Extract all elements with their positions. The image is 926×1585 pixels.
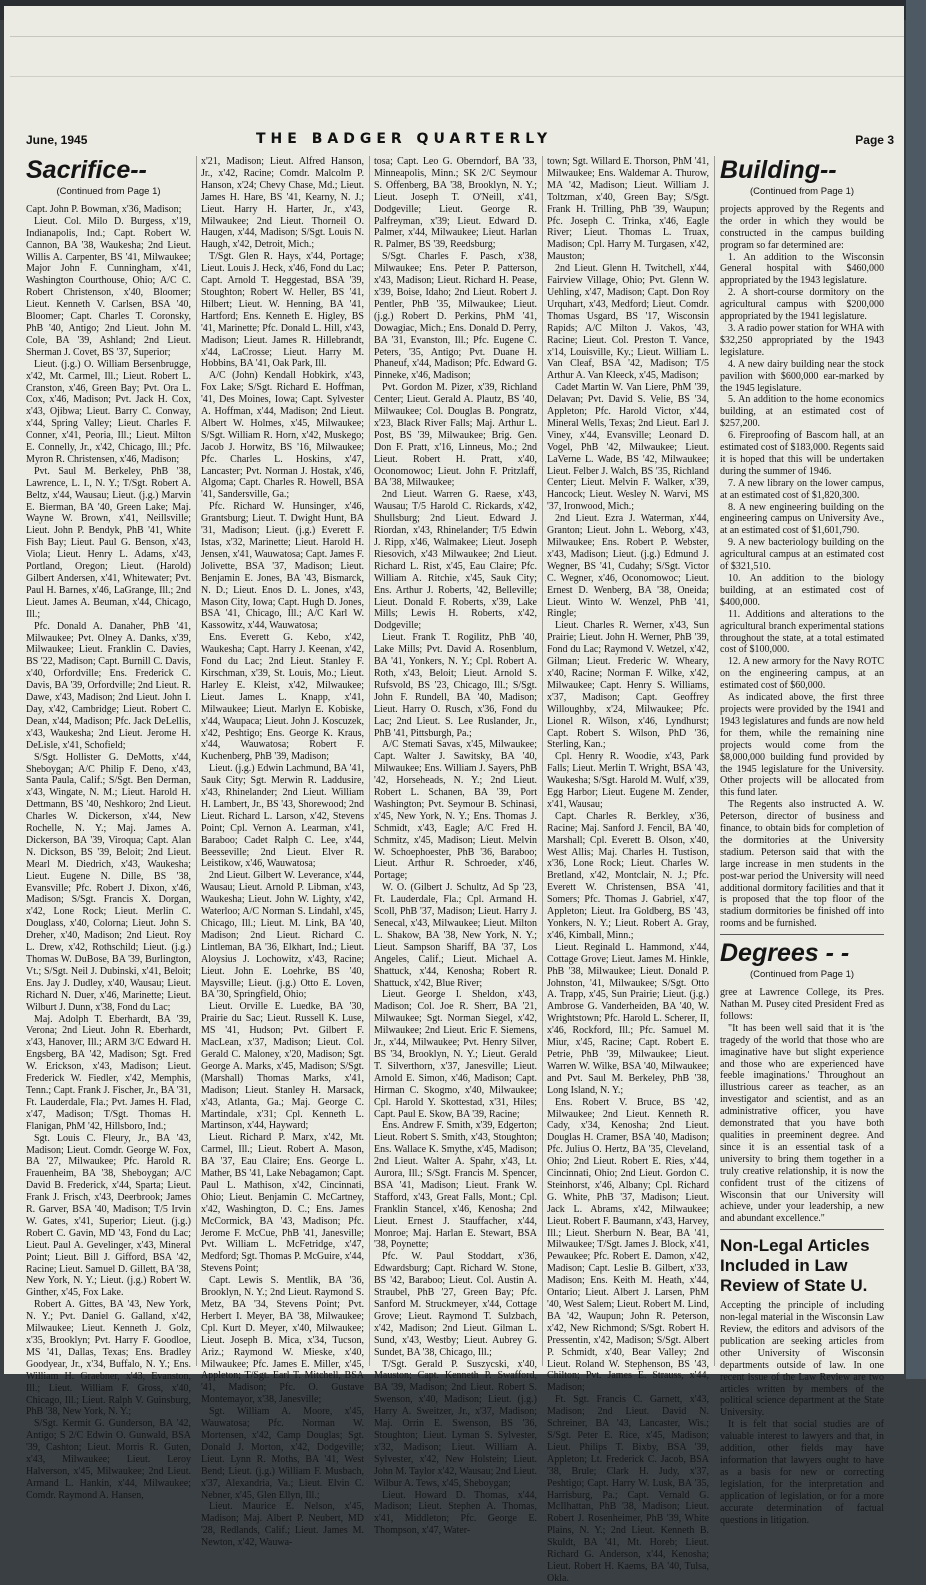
paragraph: Lieut. Frank T. Rogilitz, PhB '40, Lake Mills; Pvt. David A. Rosenblum, BA '41, Yonkers, N. Y.; Cpl. Robert A. Roth, x'43, Beloit; Lieut. Arnold S. Rufsvold, BS '23, Chicago, Ill.; S/Sgt. John F. Rundell, BA '40, Madison; Lieut. Harry O. Rusch, x'36, Fond du Lac; 2nd Lieut. S. Lee Ruslander, Jr., PhB '41, Pittsburgh, Pa.; bbox=[374, 632, 537, 739]
paragraph: A/C (John) Kendall Hobkirk, x'43, Fox Lake; S/Sgt. Richard E. Hoffman, '41, Des Moines, Iowa; Capt. Sylvester A. Hoffman, x'44, Madison; 2nd Lieut. Albert W. Holmes, x'45, Milwaukee; S/Sgt. William R. Horn, x'42, Muskego; Jacob J. Horwitz, BS '16, Milwaukee; Pfc. Charles L. Hoskins, x'47, Lancaster; Pvt. Norman J. Hostak, x'46, Algoma; Capt. Charles R. Howell, BSA '41, Sandersville, Ga.; bbox=[201, 370, 364, 501]
paragraph: gree at Lawrence College, its Pres. Nathan M. Pusey cited President Fred as follows: bbox=[720, 987, 884, 1022]
column-2 bbox=[201, 156, 364, 1549]
paragraph: 8. A new engineering building on the engineering campus on University Ave., at an estimated cost of $1,601,790. bbox=[720, 501, 884, 537]
paragraph: Pfc. W. Paul Stoddart, x'36, Edwardsburg; Capt. Richard W. Stone, BS '42, Baraboo; Lieut. Col. Austin A. Straubel, PhB '27, Green Bay; Pfc. Sanford M. Struckmeyer, x'44, Cottage Grove; Lieut. Raymond T. Sulzbach, x'42, Madison; 2nd Lieut. Gilman L. Sund, x'43, Westby; Lieut. Aubrey G. Sundet, BA '38, Chicago, Ill.; bbox=[374, 1251, 537, 1358]
paragraph: Capt. Charles R. Berkley, x'36, Racine; Maj. Sanford J. Fencil, BA '40, Marshall; Cpl. Everett B. Olson, x'40, West Allis; Maj. Charles H. Tustison, x'36, Lone Rock; Lieut. Charles W. Bretland, x'42, Montclair, N. J.; Pfc. Everett W. Christensen, BSA '41, Somers; Pfc. Thomas J. Gabriel, x'47, Appleton; Lieut. Ira Goldberg, BS '43, Yonkers, N. Y.; Lieut. Robert A. Gray, x'46, Kimball, Minn.; bbox=[547, 810, 709, 941]
paragraph: Lieut. Orville E. Luedke, BA '30, Prairie du Sac; Lieut. Russell K. Luse, MS '41, Hudson; Pvt. Gilbert F. MacLean, x'37, Madison; Lieut. Col. Gerald C. Maloney, x'20, Madison; Sgt. George A. Marks, x'45, Madison; S/Sgt. (Marshall) Thomas Marks, x'41, Madison; Lieut. Stanley H. Marsack, x'43, Atlanta, Ga.; Maj. George C. Martindale, x'31; Cpl. Kenneth L. Martinson, x'44, Hayward; bbox=[201, 1001, 364, 1132]
paragraph: Lieut. Charles R. Werner, x'43, Sun Prairie; Lieut. John H. Werner, PhB '39, Fond du Lac; Raymond V. Wetzel, x'42, Gilman; Lieut. Frederic W. Wheary, x'40, Racine; Norman F. Wilke, x'42, Milwaukee; Capt. Henry S. Williams, x'37, Madison; Capt. Geoffrey Willoughby, x'24, Milwaukee; Pfc. Lionel R. Wilson, x'46, Lyndhurst; Capt. Robert S. Wilson, PhD '36, Sterling, Kan.; bbox=[547, 620, 709, 751]
paragraph: W. O. (Gilbert J. Schultz, Ad Sp '23, Ft. Lauderdale, Fla.; Cpl. Armand H. Scoll, PhB '37, Madison; Lieut. Harry J. Senecal, x'43, Milwaukee; Lieut. Milton L. Shakow, BA '38, New York, N. Y.; Lieut. Sampson Shariff, BA '37, Los Angeles, Calif.; Lieut. Michael A. Shattuck, x'44, Kenosha; Robert R. Shattuck, x'42, Blue River; bbox=[374, 882, 537, 989]
article-title-nonlegal: Non-Legal Articles Included in Law Review of State U. bbox=[720, 1236, 870, 1296]
paragraph: 12. A new armory for the Navy ROTC on the engineering campus, at an estimated cost of $60,000. bbox=[720, 656, 884, 692]
paragraph: Lieut. Maurice E. Nelson, x'45, Madison; Maj. Albert P. Neubert, MD '28, Redlands, Calif.; Lieut. James M. Newton, x'42, Wauwa- bbox=[201, 1501, 364, 1549]
article-body-column-2 bbox=[201, 156, 364, 1549]
paragraph: 2nd Lieut. Ezra J. Waterman, x'44, Granton; Lieut. John L. Weborg, x'43, Milwaukee; Ens. Robert P. Webster, x'43, Madison; Lieut. (j.g.) Edmund J. Wegner, BS '41, Cudahy; S/Sgt. Victor C. Wegner, x'46, Oconomowoc; Lieut. Ernest D. Wenberg, BA '38, Oneida; Lieut. Winto W. Wenzel, PhB '41, Ringle; bbox=[547, 513, 709, 620]
column-rule bbox=[542, 156, 543, 1366]
article-title-building: Building-- bbox=[720, 156, 837, 184]
paragraph: A/C Stemati Savas, x'45, Milwaukee; Capt. Walter J. Sawitsky, BA '40, Milwaukee; Ens. William J. Sayers, PhB '42, Horseheads, N. Y.; 2nd Lieut. Robert L. Schanen, BA '39, Port Washington; Pvt. Seymour B. Schinasi, x'45, New York, N. Y.; Ens. Thomas J. Schmidt, x'43, Eagle; A/C Fred H. Schmitz, x'45, Madison; Lieut. Melvin W. Schoephoester, PhB '36, Baraboo; Lieut. Arthur R. Schroeder, x'46, Portage; bbox=[374, 739, 537, 882]
fold-line bbox=[10, 76, 904, 77]
paragraph: Ft. Sgt. Francis C. Garnett, x'43, Madison; 2nd Lieut. David N. Schreiner, BA '43, Lancaster, Wis.; S/Sgt. Peter E. Rice, x'45, Madison; Lieut. Philips T. Bixby, BSA '39, Appleton; Lt. Frederick C. Jacob, BSA '38, Brule; Clark H. Judy, x'37, Peshtigo; Capt. Harry W. Lusk, BA '35, Harrisburg, Pa.; Capt. Vernald G. McIlhattan, PhB '38, Madison; Lieut. Robert J. Rosenheimer, PhB '39, White Plains, N. Y.; 2nd Lieut. Kenneth B. Skuldt, BA '41, Mt. Horeb; Lieut. Richard G. Anderson, x'44, Kenosha; Lieut. Robert H. Kaems, BA '40, Tulsa, Okla. bbox=[547, 1394, 709, 1584]
paragraph: T/Sgt. Glen R. Hays, x'44, Portage; Lieut. Louis J. Heck, x'46, Fond du Lac; Capt. Arnold T. Heggestad, BSA '39, Stoughton; Robert W. Heller, BS '41, Hilbert; Lieut. W. Henning, BA '41, Hartford; Ens. Kenneth E. Higley, BS '41, Marinette; Pfc. Donald L. Hill, x'43, Madison; Lieut. James R. Hillebrandt, x'44, LaCrosse; Lieut. Harry M. Hobbins, BA '41, Oak Park, Ill. bbox=[201, 251, 364, 370]
column-rule bbox=[369, 156, 370, 1366]
column-sacrifice bbox=[26, 156, 191, 1501]
article-body-degrees bbox=[720, 987, 884, 1225]
binder-edge-right bbox=[906, 0, 926, 1379]
page-number: Page 3 bbox=[855, 133, 894, 147]
article-body-column-4 bbox=[547, 156, 709, 1585]
paragraph: 5. An addition to the home economics building, at an estimated cost of $257,200. bbox=[720, 394, 884, 430]
paragraph: Sgt. Louis C. Fleury, Jr., BA '43, Madison; Lieut. Comdr. George W. Fox, BA '27, Milwaukee; Pfc. Harold R. Frauenheim, BA '38, Sheboygan; A/C David B. Frederick, x'44, Sparta; Lieut. Frank J. Frisch, x'43, Deerbrook; James R. Garver, BSA '40, Madison; T/5 Irvin W. Gates, x'41, Superior; Lieut. (j.g.) Robert C. Gavin, MD '43, Fond du Lac; Lieut. Paul A. Gevelinger, x'43, Mineral Point; Lieut. Bill J. Gifford, BSA '42, Racine; Lieut. Samuel D. Gillett, BA '38, New York, N. Y.; Lieut. (j.g.) Robert W. Ginther, x'45, Fox Lake. bbox=[26, 1132, 191, 1299]
paragraph: Pfc. Richard W. Hunsinger, x'46, Grantsburg; Lieut. T. Dwight Hunt, BA '31, Madison; Lieut. (j.g.) Everett F. Istas, x'32, Marinette; Lieut. Harold H. Jensen, x'41, Wauwatosa; Capt. James F. Jolivette, BSA '37, Madison; Lieut. Benjamin E. Jones, BA '43, Bismarck, N. D.; Lieut. Enos D. L. Jones, x'43, Mason City, Iowa; Capt. Hugh D. Jones, BSA '41, Chicago, Ill.; A/C Karl W. Kassowitz, x'44, Wauwatosa; bbox=[201, 501, 364, 632]
paragraph: 2nd Lieut. Gilbert W. Leverance, x'44, Wausau; Lieut. Arnold P. Libman, x'43, Waukesha; Lieut. John W. Lighty, x'42, Waterloo; A/C Norman S. Lindahl, x'45, Chicago, Ill.; Lieut. M. Link, BA '40, Madison; 2nd Lieut. Richard C. Lintleman, BA '36, Elkhart, Ind.; Lieut. Aloysius J. Lochowitz, x'43, Racine; Lieut. John E. Loehrke, BS '40, Maysville; Lieut. (j.g.) Otto E. Loven, BA '30, Springfield, Ohio; bbox=[201, 870, 364, 1001]
paragraph: Pvt. Saul M. Berkeley, PhB '38, Lawrence, L. I., N. Y.; T/Sgt. Robert A. Beltz, x'44, Wausau; Lieut. (j.g.) Marvin E. Bierman, BA '40, Green Lake; Maj. Wayne W. Brown, x'41, Neillsville; Lieut. John P. Bendyk, PhB '41, White Fish Bay; Lieut. Paul G. Benson, x'43, Viola; Lieut. Henry L. Adams, x'43, Portland, Oregon; Lieut. (Harold) Gilbert Andersen, x'41, Whitewater; Pvt. Paul H. Barnes, x'46, LaGrange, Ill.; 2nd Lieut. James A. Beuman, x'44, Chicago, Ill.; bbox=[26, 465, 191, 620]
paragraph: Lieut. (j.g.) O. William Bersenbrugge, x'42, Mt. Carmel, Ill.; Lieut. Robert L. Cranston, x'46, Green Bay; Pvt. Ora L. Cox, x'46, Madison; Pvt. Jack H. Cox, x'43, Ojibwa; Lieut. Barry C. Conway, x'44, Spring Valley; Lieut. Charles F. Conner, x'41, Peoria, Ill.; Lieut. Milton E. Connelly, Jr., x'42, Chicago, Ill.; Pfc. Myron R. Christensen, x'46, Madison; bbox=[26, 358, 191, 465]
paragraph: 7. A new library on the lower campus, at an estimated cost of $1,820,300. bbox=[720, 477, 884, 501]
paragraph: town; Sgt. Willard E. Thorson, PhM '41, Milwaukee; Ens. Waldemar A. Thurow, MA '42, Madison; Lieut. William J. Toltzman, x'40, Green Bay; S/Sgt. Frank H. Trilling, PhB '39, Waupun; Pfc. Joseph C. Trinka, x'46, Eagle River; Lieut. Thomas L. Truax, Madison; Cpl. Harry M. Turgasen, x'42, Mauston; bbox=[547, 156, 709, 263]
paragraph: It is felt that social studies are of valuable interest to lawyers and that, in addition, other fields may have information that lawyers ought to have as a basis for new or correcting legislation, for the interpretation and application of legislation, or for a more accurate determination of factual questions in litigation. bbox=[720, 1419, 884, 1526]
column-rule bbox=[196, 156, 197, 1366]
paragraph: Lieut. Richard P. Marx, x'42, Mt. Carmel, Ill.; Lieut. Robert A. Mason, BA '37, Eau Claire; Ens. George L. Mather, BS '41, Lake Nebagamon; Capt. Paul L. Mathison, x'42, Cincinnati, Ohio; Lieut. Benjamin C. McCartney, x'42, Washington, D. C.; Ens. James McCormick, BA '43, Madison; Pfc. Jerome F. McCue, PhB '41, Janesville; Pvt. William L. McFetridge, x'47, Medford; Sgt. Thomas P. McGuire, x'44, Stevens Point; bbox=[201, 1132, 364, 1275]
paragraph: Capt. Lewis S. Mentlik, BA '36, Brooklyn, N. Y.; 2nd Lieut. Raymond S. Metz, BA '34, Stevens Point; Pvt. Herbert I. Meyer, BA '38, Milwaukee; Cpl. Kurt D. Meyer, x'40, Milwaukee; Lieut. Joseph B. Mica, x'34, Tucson, Ariz.; Raymond W. Mieske, x'40, Milwaukee; Pfc. James E. Miller, x'45, Appleton; T/Sgt. Earl T. Mitchell, BSA '41, Madison; Pfc. O. Gustave Montemayor, x'38, Janesville; bbox=[201, 1275, 364, 1406]
paragraph: Cpl. Henry R. Woodie, x'43, Park Falls; Lieut. Merlin T. Wright, BSA '43, Waukesha; S/Sgt. Harold M. Wulf, x'39, Egg Harbor; Lieut. Eugene M. Zender, x'41, Wausau; bbox=[547, 751, 709, 810]
continued-note: (Continued from Page 1) bbox=[749, 969, 855, 981]
paragraph: Sgt. William A. Moore, x'45, Wauwatosa; Pfc. Norman W. Mortensen, x'42, Camp Douglas; Sgt. Donald J. Morton, x'42, Dodgeville; Lieut. Lynn R. Moths, BA '41, West Bend; Lieut. (j.g.) William F. Musbach, x'37, Alexandria, Va.; Lieut. Elvin C. Nebner, x'45, Glen Ellyn, Ill.; bbox=[201, 1406, 364, 1501]
paragraph: Lieut. Reginald L. Hammond, x'44, Cottage Grove; Lieut. James M. Hinkle, PhB '38, Milwaukee; Lieut. Donald P. Johnston, '41, Milwaukee; S/Sgt. Otto A. Trapp, x'45, Sun Prairie; Lieut. (j.g.) Ambrose G. Vanderheiden, BA '40, W. Wrightstown; Pfc. Harold L. Scherer, II, x'46, Rockford, Ill.; Pfc. Samuel M. Miur, x'45, Racine; Capt. Robert E. Petrie, PhB '39, Milwaukee; Lieut. Warren W. Wilke, BSA '40, Milwaukee; and Pvt. Saul M. Berkeley, PhB '38, Long Island, N. Y.; bbox=[547, 941, 709, 1096]
paragraph: "It has been well said that it is 'the tragedy of the world that those who are imaginative have but slight experience and those who are experienced have feeble imaginations.' Throughout an illustrious career as teacher, as an investigator and scientist, and as an administrative officer, you have demonstrated that you have both qualities in preeminent degree. And since it is an essential task of a university to bring them together in a truly creative relationship, it is now the confident trust of the citizens of Wisconsin that our University will achieve, under your leadership, a new and abundant excellence." bbox=[720, 1022, 884, 1225]
paragraph: 10. An addition to the biology building, at an estimated cost of $400,000. bbox=[720, 573, 884, 608]
column-right bbox=[720, 156, 884, 1526]
paragraph: T/Sgt. Gerald P. Suszycski, x'40, Mauston; Capt. Kenneth P. Swafford, BA '39, Madison; 2nd Lieut. Robert S. Swenson, x'40, Madison; Lieut. (j.g.) Harry A. Sweitzer, Jr., x'37, Madison; Maj. Orrin E. Swenson, BS '36, Stoughton; Lieut. Lyman S. Sylvester, x'32, Madison; Lieut. William A. Sylvester, x'42, New Holstein; Lieut. John M. Taylor x'42, Wausau; 2nd Lieut. Wilbur A. Tews, x'45, Sheboygan; bbox=[374, 1358, 537, 1489]
paragraph: Ens. Andrew F. Smith, x'39, Edgerton; Lieut. Robert S. Smith, x'43, Stoughton; Ens. Wallace K. Smythe, x'45, Madison; 2nd Lieut. Walter A. Spahr, x'43, Lt. Aurora, Ill.; S/Sgt. Francis M. Spencer, BSA '41, Madison; Lieut. Frank W. Stafford, x'43, Great Falls, Mont.; Cpl. Franklin Stancel, x'46, Kenosha; 2nd Lieut. Ernest J. Stauffacher, x'44, Monroe; Maj. Harlan E. Stewart, BSA '38, Poynette; bbox=[374, 1120, 537, 1251]
paragraph: As indicated above, the first three projects were provided by the 1941 and 1943 legislatures and funds are now held for them, while the remaining nine projects would come from the $8,000,000 building fund provided by the 1945 legislature for the University. Other projects will be allocated from this fund later. bbox=[720, 692, 884, 799]
paragraph: 11. Additions and alterations to the agricultural branch experimental stations throughout the state, at a total estimated cost of $100,000. bbox=[720, 608, 884, 656]
paragraph: Accepting the principle of including non-legal material in the Wisconsin Law Review, the editors and advisors of the publication are seeking articles from other University of Wisconsin departments outside of law. In one recent issue of the Law Review are two articles written by members of the political science department at the State University. bbox=[720, 1300, 884, 1419]
paragraph: S/Sgt. Kermit G. Gunderson, BA '42, Antigo; S 2/C Edwin O. Gunwald, BSA '39, Cashton; Lieut. Morris R. Guten, x'43, Milwaukee; Lieut. Leroy Halverson, x'45, Milwaukee; 2nd Lieut. Armand L. Hankin, x'44, Milwaukee; Comdr. Raymond A. Hansen, bbox=[26, 1418, 191, 1501]
article-body-nonlegal bbox=[720, 1300, 884, 1526]
paragraph: projects approved by the Regents and the order in which they would be constructed in the campus building program so far determined are: bbox=[720, 203, 884, 251]
article-divider bbox=[720, 1229, 884, 1230]
article-body-sacrifice bbox=[26, 204, 191, 1502]
article-title-sacrifice: Sacrifice-- bbox=[26, 156, 147, 184]
paragraph: Lieut. Col. Milo D. Burgess, x'19, Indianapolis, Ind.; Capt. Robert W. Cannon, BA '38, Waukesha; 2nd Lieut. Willis A. Carpenter, BS '41, Milwaukee; Major John F. Cunningham, x'41, Washington Courthouse, Ohio; A/C C. Robert Christenson, x'40, Bloomer; Lieut. Kenneth V. Carlsen, BSA '40, Bloomer; Capt. Charles T. Coronsky, PhB '40, Antigo; 2nd Lieut. John M. Cole, BA '39, Ashland; 2nd Lieut. Sherman J. Covet, BS '37, Superior; bbox=[26, 215, 191, 358]
column-4 bbox=[547, 156, 709, 1584]
paragraph: Pfc. Donald A. Danaher, PhB '41, Milwaukee; Pvt. Olney A. Danks, x'39, Milwaukee; Lieut. Franklin C. Davies, BS '22, Madison; Capt. Burnill C. Davis, x'40, Orfordville; Ens. Frederick C. Davis, BA '39, Orfordville; 2nd Lieut. R. Dawe, x'43, Madison; 2nd Lieut. John I. Day, x'42, Cambridge; Lieut. Robert C. Dean, x'44, Madison; Pfc. Jack DeLellis, x'43, Waukesha; 2nd Lieut. Jerome H. DeLisle, x'41, Schofield; bbox=[26, 620, 191, 751]
paragraph: Ens. Everett G. Kebo, x'42, Waukesha; Capt. Harry J. Keenan, x'42, Fond du Lac; 2nd Lieut. Stanley F. Kirschman, x'39, St. Louis, Mo.; Lieut. Harley E. Kleist, x'42, Milwaukee; Lieut. James L. Knapp, x'41, Milwaukee; Lieut. Marlyn E. Kobiske, x'44, Waupaca; Lieut. John J. Koscuzek, x'42, Peshtigo; Ens. George K. Kraus, x'44, Wauwatosa; Robert F. Kuchenberg, PhB '39, Madison; bbox=[201, 632, 364, 763]
paragraph: 2nd Lieut. Warren G. Raese, x'43, Wausau; T/5 Harold C. Rickards, x'42, Shullsburg; 2nd Lieut. Edward J. Riordan, x'43, Rhinelander; T/5 Edwin J. Ripp, x'46, Walmakee; Lieut. Joseph Riesovich, x'43 Milwaukee; 2nd Lieut. Richard L. Rist, x'45, Eau Claire; Pfc. William A. Ritchie, x'45, Sauk City; Ens. Arthur J. Roberts, '42, Belleville; Lieut. Donald F. Roberts, x'39, Lake Mills; Lewis H. Roberts, x'42, Dodgeville; bbox=[374, 489, 537, 632]
paragraph: x'21, Madison; Lieut. Alfred Hanson, Jr., x'42, Racine; Comdr. Malcolm P. Hanson, x'24; Chevy Chase, Md.; Lieut. James H. Hare, BS '41, Kearny, N. J.; Lieut. Harry H. Harter, Jr., x'43, Milwaukee; 2nd Lieut. Thorneil O. Haugen, x'44, Madison; S/Sgt. Louis N. Haugh, x'42, Detroit, Mich.; bbox=[201, 156, 364, 251]
paragraph: Robert A. Gittes, BA '43, New York, N. Y.; Pvt. Daniel G. Galland, x'42, Milwaukee; Lieut. Kenneth J. Golz, x'35, Brooklyn; Pvt. Harry F. Goodloe, MS '41, Dallas, Texas; Ens. Bradley Goodyear, Jr., x'34, Buffalo, N. Y.; Ens. William H. Graebner, x'43, Evanston, Ill.; Lieut. William F. Gross, x'40, Chicago, Ill.; Lieut. Ralph V. Guinsburg, PhB '38, New York, N. Y.; bbox=[26, 1299, 191, 1418]
paragraph: Ens. Robert V. Bruce, BS '42, Milwaukee; 2nd Lieut. Kenneth R. Cady, x'34, Kenosha; 2nd Lieut. Douglas H. Cramer, BSA '40, Madison; Pfc. Julius O. Hertz, BA '35, Cleveland, Ohio; 2nd Lieut. Robert E. Ries, x'44, Cincinnati, Ohio; 2nd Lieut. Gordon C. Steinhorst, x'46, Albany; Cpl. Richard G. White, PhB '37, Madison; Lieut. Jack L. Abrams, x'42, Milwaukee; Lieut. Robert F. Baumann, x'43, Harvey, Ill.; Lieut. Sherburn N. Bear, BA '41, Milwaukee; T/Sgt. James J. Block, x'41, Pewaukee; Pfc. Robert E. Damon, x'42, Madison; Capt. Leslie B. Gilbert, x'33, Madison; Ens. Keith M. Heath, x'44, Ontario; Lieut. Albert J. Larsen, PhM '40, West Salem; Lieut. Robert M. Lind, BA '42, Waupun; John R. Peterson, x'42, New Richmond; S/Sgt. Robert H. Pressentin, x'42, Madison; S/Sgt. Albert P. Schmidt, x'40, Bear Valley; 2nd Lieut. Roland W. Stephenson, BS '43, Chilton; Pvt. James E. Strauss, x'44, Madison; bbox=[547, 1096, 709, 1394]
paragraph: Cadet Martin W. Van Liere, PhM '39, Delavan; Pvt. David S. Velie, BS '34, Appleton; Pfc. Harold Victor, x'44, Mineral Wells, Texas; 2nd Lieut. Earl J. Viney, x'44, Evansville; Leonard D. Vogel, PhB '42, Milwaukee; Lieut. LaVerne L. Wade, BS '42, Milwaukee; Lieut. Felber J. Walch, BS '35, Richland Center; Lieut. Melvin F. Walker, x'39, Hancock; Lieut. Wesley N. Warvi, MS '37, Ironwood, Mich.; bbox=[547, 382, 709, 513]
page-header bbox=[26, 131, 894, 151]
publication-title: THE BADGER QUARTERLY bbox=[256, 131, 553, 147]
article-title-degrees: Degrees - - bbox=[720, 939, 850, 968]
paragraph: 2. A short-course dormitory on the agricultural campus with $200,000 appropriated by the 1941 legislature. bbox=[720, 287, 884, 323]
article-body-column-3 bbox=[374, 156, 537, 1537]
paragraph: The Regents also instructed A. W. Peterson, director of business and finance, to obtain bids for completion of the dormitories at the University stadium. Peterson said that with the large increase in men students in the post-war period the University will need additional dormitory facilities and that it is proposed that the top floor of the stadium dormitories be finished off into rooms and be furnished. bbox=[720, 799, 884, 930]
paragraph: Capt. John P. Bowman, x'36, Madison; bbox=[26, 203, 182, 215]
paragraph: 3. A radio power station for WHA with $32,250 appropriated by the 1943 legislature. bbox=[720, 322, 884, 358]
paragraph: 2nd Lieut. Glenn H. Twitchell, x'44, Fairview Village, Ohio; Pvt. Glenn W. Uehling, x'47, Madison; Capt. Don Roy Urquhart, x'43, Medford; Lieut. Comdr. Thomas Usgard, BS '17, Wisconsin Rapids; A/C Milton J. Vakos, '43, Racine; Lieut. Col. Preston T. Vance, x'14, Louisville, Ky.; Lieut. William L. Van Cleaf, BSA '42, Madison; T/5 Arthur A. Van Kleeck, x'45, Madison; bbox=[547, 263, 709, 382]
article-divider bbox=[720, 934, 884, 935]
paragraph: tosa; Capt. Leo G. Oberndorf, BA '33, Minneapolis, Minn.; SK 2/C Seymour S. Offenberg, BA '38, Brooklyn, N. Y.; Lieut. Joseph T. O'Neill, x'41, Dodgeville; Lieut. George R. Palfreyman, x'39; Lieut. Edward D. Palmer, x'44, Milwaukee; Lieut. Harlan R. Palmer, BS '39, Reedsburg; bbox=[374, 156, 537, 251]
column-3 bbox=[374, 156, 537, 1537]
paragraph: Lieut. Howard D. Thomas, x'44, Madison; Lieut. Stephen A. Thomas, x'41, Middleton; Pfc. George E. Thompson, x'47, Water- bbox=[374, 1489, 537, 1537]
continued-note: (Continued from Page 1) bbox=[749, 186, 855, 197]
paragraph: 4. A new dairy building near the stock pavilion with $600,000 ear-marked by the 1945 legislature. bbox=[720, 358, 884, 394]
paragraph: 6. Fireproofing of Bascom hall, at an estimated cost of $183,000. Regents said it is hoped that this will be undertaken during the summer of 1946. bbox=[720, 430, 884, 477]
paragraph: 9. A new bacteriology building on the agricultural campus at an estimated cost of $321,510. bbox=[720, 537, 884, 573]
newspaper-page bbox=[4, 6, 904, 1584]
issue-date: June, 1945 bbox=[26, 133, 88, 147]
fold-line bbox=[10, 36, 904, 37]
paragraph: Lieut. George I. Sheldon, x'43, Madison; Col. Joe R. Sherr, BA '21, Milwaukee; Sgt. Norman Siegel, x'42, Milwaukee; 2nd Lieut. Eric F. Siemens, Jr., x'44, Milwaukee; Pvt. Henry Silver, BS '34, Brooklyn, N. Y.; Lieut. Gerald T. Silverthorn, x'37, Janesville; Lieut. Arnold E. Simon, x'46, Madison; Capt. Hirman C. Skogmo, x'40, Milwaukee; Cpl. Harold Y. Skottestad, x'31, Hiles; Capt. Paul E. Skow, BA '39, Racine; bbox=[374, 989, 537, 1120]
paragraph: Maj. Adolph T. Eberhardt, BA '39, Verona; 2nd Lieut. John R. Eberhardt, x'43, Hanover, Ill.; ARM 3/C Edward H. Engsberg, BA '42, Madison; Sgt. Fred W. Erickson, x'43, Madison; Lieut. Frederick W. Fiedler, x'42, Memphis, Tenn.; Capt. Frank J. Fischer, Jr., BA '31, Ft. Lauderdale, Fla.; Pvt. James H. Flad, x'47, Madison; T/Sgt. Thomas H. Flanigan, PhM '42, Hillsboro, Ind.; bbox=[26, 1013, 191, 1132]
paragraph: Pvt. Gordon M. Pizer, x'39, Richland Center; Lieut. Gerald A. Plautz, BS '40, Milwaukee; Col. Douglas B. Pongratz, x'23, Black River Falls; Maj. Arthur L. Post, BS '39, Milwaukee; Brig. Gen. Don F. Pratt, x'16, Linneus, Mo.; 2nd Lieut. Robert H. Pratt, x'40, Oconomowoc; Lieut. John F. Pritzlaff, BA '38, Milwaukee; bbox=[374, 382, 537, 489]
continued-note: (Continued from Page 1) bbox=[56, 186, 161, 197]
paragraph: S/Sgt. Charles F. Pasch, x'38, Milwaukee; Ens. Peter P. Patterson, x'43, Madison; Lieut. Richard H. Pease, x'39, Boise, Idaho; 2nd Lieut. Robert J. Pentler, PhB '35, Milwaukee; Lieut. (j.g.) Robert D. Perkins, PhM '41, Dowagiac, Mich.; Ens. Donald D. Perry, BA '31, Evanston, Ill.; Pfc. Eugene C. Peters, '35, Antigo; Pvt. Duane H. Phaneuf, x'44, Madison; Pfc. Edward G. Pinneke, x'46, Madison; bbox=[374, 251, 537, 382]
article-body-building bbox=[720, 204, 884, 930]
paragraph: S/Sgt. Hollister G. DeMotts, x'44, Sheboygan; A/C Philip F. Deno, x'43, Santa Paula, Calif.; S/Sgt. Ben Derman, x'43, Wingate, N. M.; Lieut. Harold H. Dettmann, BS '40, Neshkoro; 2nd Lieut. Charles W. Dickerson, x'44, New Rochelle, N. Y.; Maj. James A. Dickerson, BA '39, Viroqua; Capt. Alan N. Dickson, BS '39, Beloit; 2nd Lieut. Mearl M. Diedrich, x'43, Waukesha; Lieut. Eugene N. Dille, BS '38, Evansville; Pfc. Robert J. Dixon, x'46, Madison; S/Sgt. Francis X. Dorgan, x'42, Lone Rock; Lieut. Merlin C. Douglass, x'40, Colorna; Lieut. John S. Dreher, x'40, Madison; 2nd Lieut. Roy L. Drew, x'42, Rothschild; Lieut. (j.g.) Thomas W. DuBose, BA '39, Burlington, Vt.; S/Sgt. Neil J. Dubinski, x'41, Beloit; Ens. Jay J. Dudley, x'40, Wausau; Lieut. Richard N. Duer, x'46, Marinette; Lieut. Wilburt J. Dunn, x'38, Fond du Lac; bbox=[26, 751, 191, 1013]
column-rule bbox=[714, 156, 715, 1366]
paragraph: Lieut. (j.g.) Edwin Lachmund, BA '41, Sauk City; Sgt. Merwin R. Laddusire, x'43, Rhinelander; 2nd Lieut. William H. Lambert, Jr., BS '43, Shorewood; 2nd Lieut. Richard L. Larson, x'42, Stevens Point; Cpl. Vernon A. Learman, x'41, Baraboo; Cadet Ralph C. Lee, x'44, Beesseville; 2nd Lieut. Elver R. Leistikow, x'46, Wauwatosa; bbox=[201, 763, 364, 870]
paragraph: 1. An addition to the Wisconsin General hospital with $460,000 appropriated by the 1943 legislature. bbox=[720, 251, 884, 287]
